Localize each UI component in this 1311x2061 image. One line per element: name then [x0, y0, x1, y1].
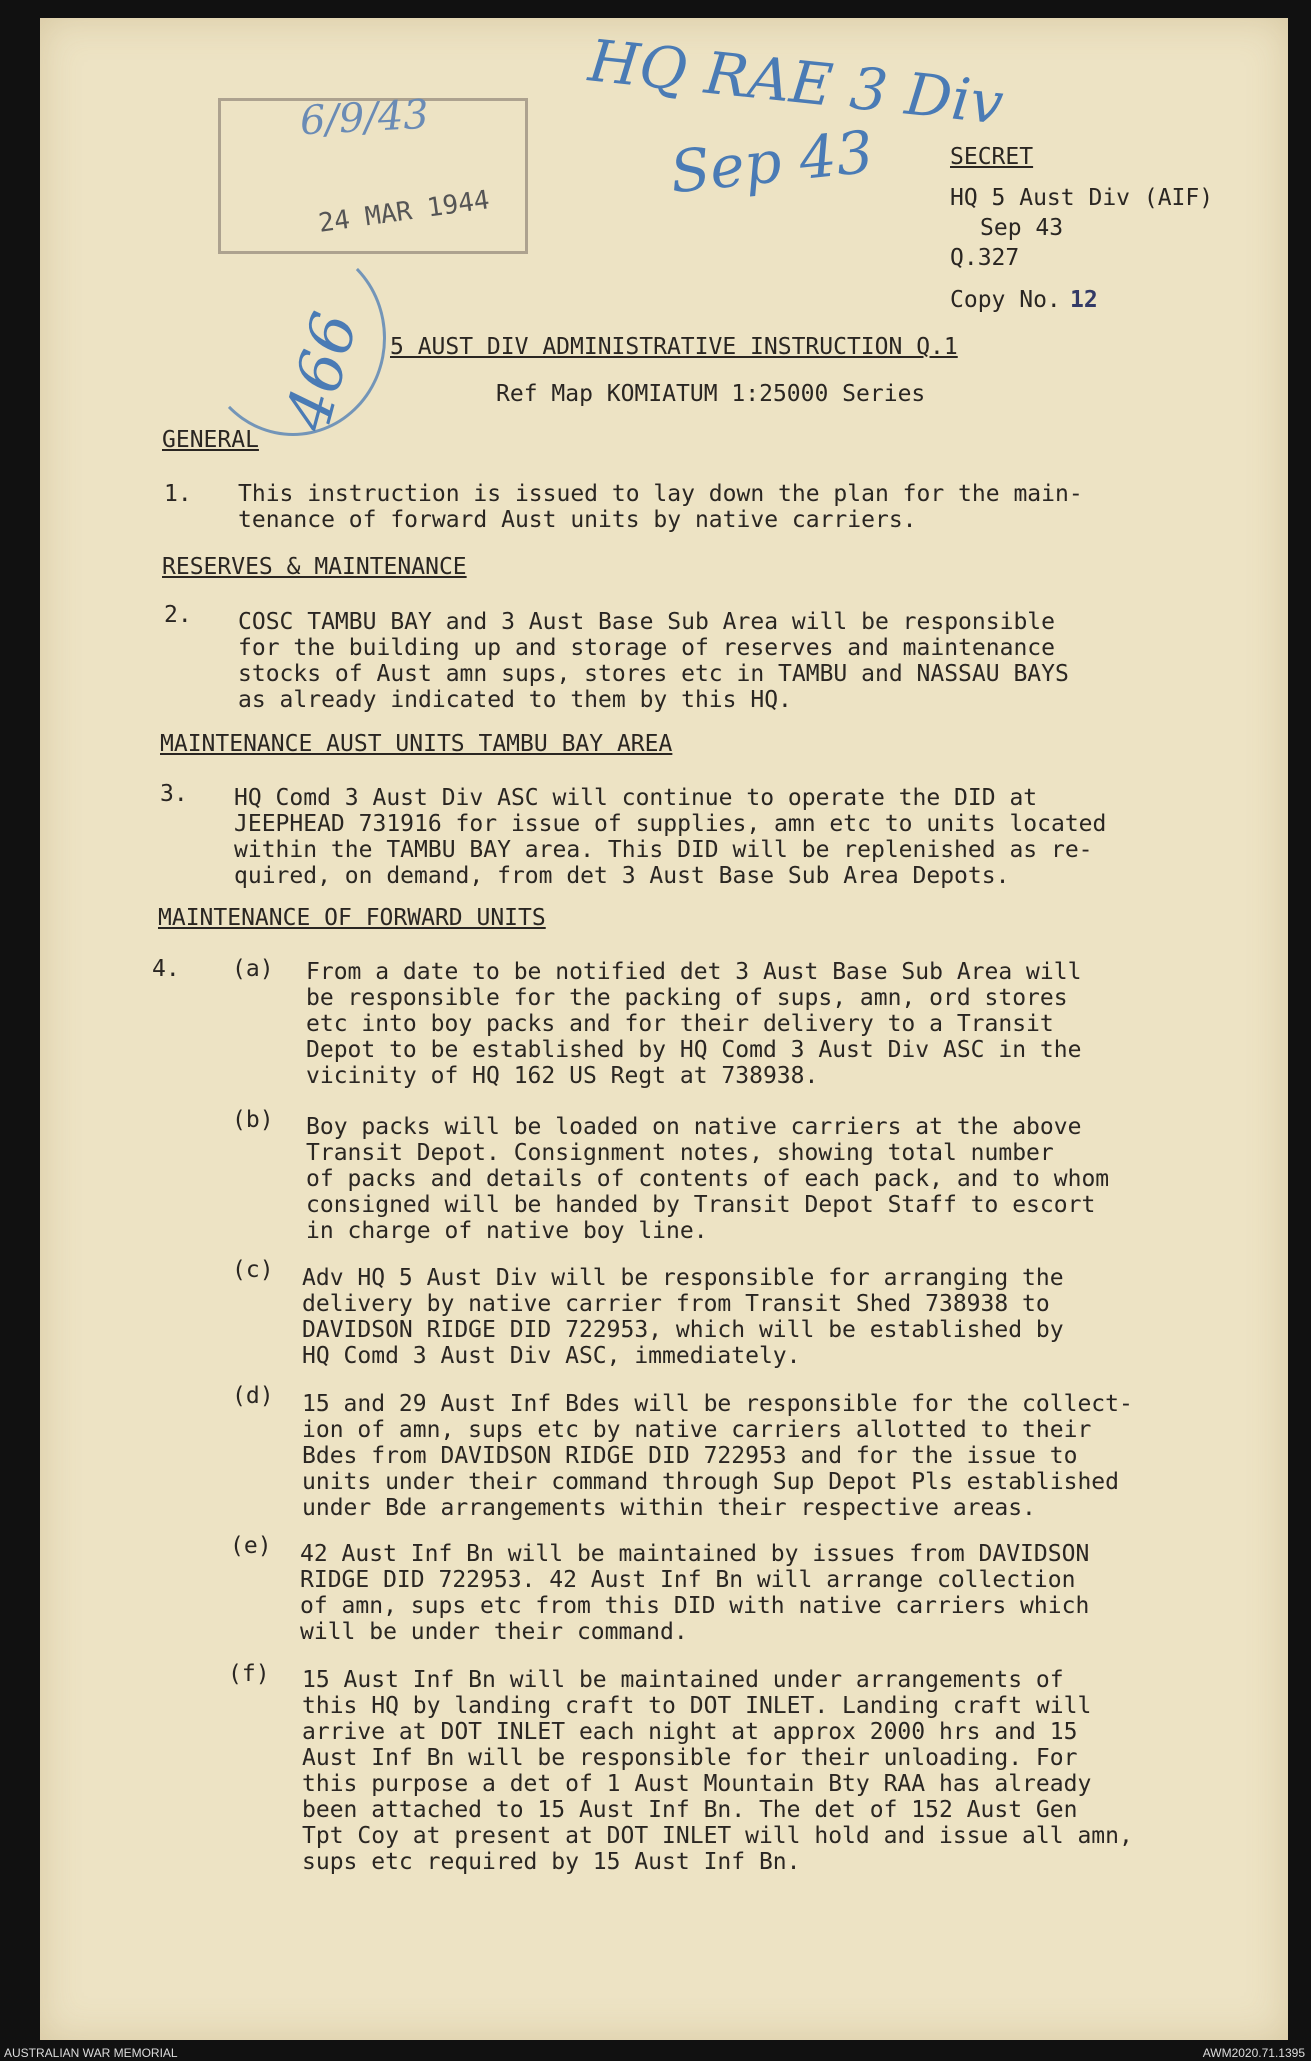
para-1-line: tenance of forward Aust units by native carriers.: [238, 507, 917, 533]
sub-b-line: Transit Depot. Consignment notes, showing total number: [306, 1140, 1054, 1166]
para-2-line: as already indicated to them by this HQ.: [238, 687, 792, 713]
sub-a-line: etc into boy packs and for their delivery to a Transit: [306, 1011, 1054, 1037]
sub-f-line: Tpt Coy at present at DOT INLET will hold and issue all amn,: [302, 1823, 1133, 1849]
sub-e-line: will be under their command.: [300, 1619, 688, 1645]
sub-e-line: 42 Aust Inf Bn will be maintained by issues from DAVIDSON: [300, 1541, 1090, 1567]
sub-b-line: in charge of native boy line.: [306, 1218, 708, 1244]
sub-f-line: been attached to 15 Aust Inf Bn. The det of 152 Aust Gen: [302, 1797, 1078, 1823]
para-1-line: This instruction is issued to lay down the plan for the main-: [238, 481, 1083, 507]
sub-d-line: 15 and 29 Aust Inf Bdes will be responsible for the collect-: [302, 1391, 1133, 1417]
sub-d-label: (d): [232, 1383, 274, 1409]
classification: SECRET: [950, 144, 1034, 170]
para-4-number: 4.: [152, 956, 180, 982]
sub-b-line: Boy packs will be loaded on native carriers at the above: [306, 1114, 1082, 1140]
sub-d-line: under Bde arrangements within their respective areas.: [302, 1495, 1036, 1521]
received-date: 6/9/43: [298, 91, 430, 145]
sub-f-line: Aust Inf Bn will be responsible for their unloading. For: [302, 1745, 1078, 1771]
para-3-line: within the TAMBU BAY area. This DID will be replenished as re-: [234, 837, 1093, 863]
para-3-line: JEEPHEAD 731916 for issue of supplies, amn etc to units located: [234, 811, 1107, 837]
handwritten-unit: HQ RAE 3 Div: [585, 26, 1007, 138]
sub-b-line: consigned will be handed by Transit Depot Staff to escort: [306, 1192, 1096, 1218]
sub-f-line: this purpose a det of 1 Aust Mountain Bty RAA has already: [302, 1771, 1092, 1797]
sub-b-label: (b): [232, 1107, 274, 1133]
document-title: 5 AUST DIV ADMINISTRATIVE INSTRUCTION Q.1: [390, 334, 958, 360]
sub-d-line: ion of amn, sups etc by native carriers allotted to their: [302, 1417, 1092, 1443]
footer-accession: AWM2020.71.1395: [1202, 2046, 1305, 2060]
sub-c-line: Adv HQ 5 Aust Div will be responsible for arranging the: [302, 1265, 1064, 1291]
sub-f-line: this HQ by landing craft to DOT INLET. Landing craft will: [302, 1693, 1092, 1719]
date-line: Sep 43: [980, 215, 1064, 241]
sub-e-label: (e): [230, 1533, 272, 1559]
heading-forward: MAINTENANCE OF FORWARD UNITS: [158, 905, 546, 931]
ref-map: Ref Map KOMIATUM 1:25000 Series: [496, 381, 926, 407]
sub-d-line: Bdes from DAVIDSON RIDGE DID 722953 and for the issue to: [302, 1443, 1078, 1469]
heading-general: GENERAL: [162, 427, 259, 453]
stamp-date: 24 MAR 1944: [316, 185, 492, 239]
sub-f-line: arrive at DOT INLET each night at approx 2000 hrs and 15: [302, 1719, 1078, 1745]
para-2-line: for the building up and storage of reserves and maintenance: [238, 635, 1055, 661]
copy-label: Copy No.: [950, 287, 1061, 313]
sub-c-line: DAVIDSON RIDGE DID 722953, which will be established by: [302, 1317, 1064, 1343]
sub-a-line: From a date to be notified det 3 Aust Base Sub Area will: [306, 959, 1082, 985]
heading-reserves: RESERVES & MAINTENANCE: [162, 554, 467, 580]
sub-a-line: Depot to be established by HQ Comd 3 Aust Div ASC in the: [306, 1037, 1082, 1063]
sub-f-label: (f): [228, 1661, 270, 1687]
sub-c-line: delivery by native carrier from Transit Shed 738938 to: [302, 1291, 1050, 1317]
sub-f-line: 15 Aust Inf Bn will be maintained under arrangements of: [302, 1667, 1064, 1693]
para-2-line: stocks of Aust amn sups, stores etc in TAMBU and NASSAU BAYS: [238, 661, 1069, 687]
folio-number: 466: [270, 304, 372, 439]
sub-a-label: (a): [232, 956, 274, 982]
sub-d-line: units under their command through Sup Depot Pls established: [302, 1469, 1119, 1495]
para-2-number: 2.: [164, 602, 192, 628]
sub-e-line: RIDGE DID 722953. 42 Aust Inf Bn will arrange collection: [300, 1567, 1076, 1593]
sub-c-line: HQ Comd 3 Aust Div ASC, immediately.: [302, 1343, 801, 1369]
sub-b-line: of packs and details of contents of each pack, and to whom: [306, 1166, 1110, 1192]
para-3-line: HQ Comd 3 Aust Div ASC will continue to operate the DID at: [234, 785, 1038, 811]
sub-f-line: sups etc required by 15 Aust Inf Bn.: [302, 1849, 801, 1875]
heading-tambu: MAINTENANCE AUST UNITS TAMBU BAY AREA: [160, 731, 673, 757]
handwritten-date: Sep 43: [667, 117, 877, 207]
para-3-line: quired, on demand, from det 3 Aust Base Sub Area Depots.: [234, 863, 1010, 889]
sub-e-line: of amn, sups etc from this DID with native carriers which: [300, 1593, 1090, 1619]
para-3-number: 3.: [160, 781, 188, 807]
ref-line: Q.327: [950, 245, 1020, 271]
copy-number: 12: [1070, 287, 1098, 313]
sub-a-line: vicinity of HQ 162 US Regt at 738938.: [306, 1063, 819, 1089]
sub-c-label: (c): [232, 1257, 274, 1283]
sub-a-line: be responsible for the packing of sups, amn, ord stores: [306, 985, 1068, 1011]
footer-source: AUSTRALIAN WAR MEMORIAL: [4, 2046, 178, 2060]
para-1-number: 1.: [164, 481, 192, 507]
hq-line: HQ 5 Aust Div (AIF): [950, 185, 1214, 211]
para-2-line: COSC TAMBU BAY and 3 Aust Base Sub Area will be responsible: [238, 609, 1055, 635]
